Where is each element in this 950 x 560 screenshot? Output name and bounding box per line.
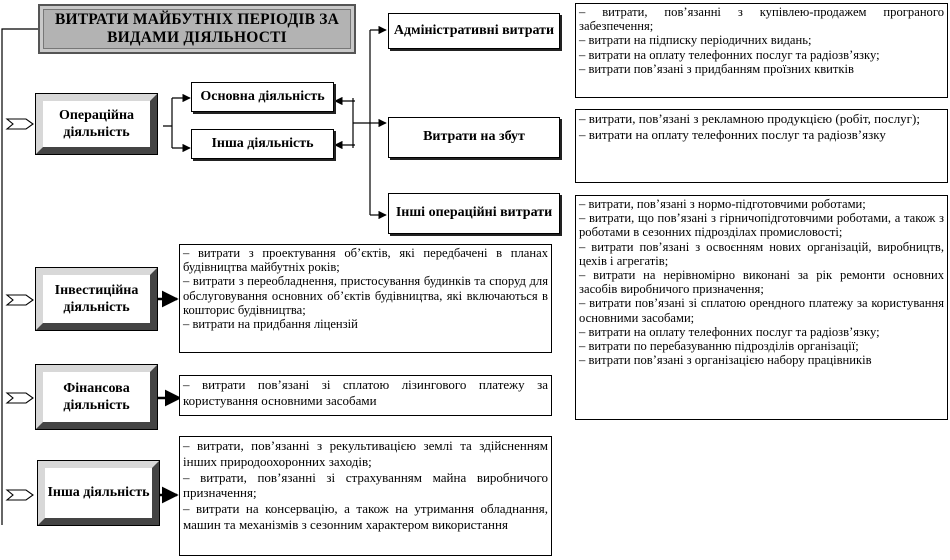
list-item: – витрати, пов’язанні з купівлею-продажем програного забезпечення; [579,5,944,34]
financial-activity-box: Фінансова діяльність [36,365,157,429]
list-item: – витрати на оплату телефонних послуг та радіозв’язку [579,127,886,142]
list-item: – витрати на оплату телефонних послуг та радіозв’язку; [579,324,880,339]
list-item: – витрати, пов’язанні зі страхуванням майна виробничого призначення; [183,469,548,501]
admin-expenses-list [575,3,948,98]
list-item: – витрати пов’язані з освоєнням нових організацій, виробництв, цехів і агрегатів; [579,239,944,268]
left-trunk-line [2,29,38,525]
other-operational-activity-box: Інша діяльність [191,129,334,159]
list-item: – витрати пов’язані зі сплатою лізингового платежу за користування основними засобами [183,377,548,408]
list-item: – витрати на нерівномірно виконані за рік ремонти основних засобів виробничого призначення; [579,268,944,297]
list-item: – витрати, пов’язані з рекламною продукцією (робіт, послуг); [579,111,920,126]
other-activity-box: Інша діяльність [38,461,159,525]
main-activity-box: Основна діяльність [191,82,334,112]
list-item: – витрати з проектування об’єктів, які передбачені в планах будівництва майбутніх років; [183,246,548,275]
sales-expenses-box: Витрати на збут [388,117,560,158]
pointer-financial-icon [7,393,33,403]
pointer-investment-icon [7,295,33,305]
list-item: – витрати на консервацію, а також на утримання обладнання, машин та механізмів з сезонним характером використання [183,501,548,532]
list-item: – витрати, пов’язанні з рекультивацією землі та здійсненням інших природоохоронних заходів; [183,438,548,469]
list-item: – витрати по перебазуванню підрозділів організації; [579,339,859,354]
list-item: – витрати на підписку періодичних видань; [579,33,812,48]
op-split-bracket [163,98,172,148]
sales-expenses-list [575,109,948,183]
diagram-title: ВИТРАТИ МАЙБУТНІХ ПЕРІОДІВ ЗА ВИДАМИ ДІЯЛЬНОСТІ [38,4,356,54]
other-operating-expenses-list [575,195,948,420]
pointer-other-icon [7,490,33,500]
list-item: – витрати пов’язані зі сплатою орендного платежу за користування основними засобами; [579,296,944,325]
operational-activity-box: Операційна діяльність [36,94,157,154]
investment-activity-box: Інвестиційна діяльність [36,268,157,330]
list-item: – витрати з переобладнення, пристосування будинків та споруд для обслуговування основних об’єктів будівництва, які включаються в кошторис будівництва; [183,274,548,317]
list-item: – витрати пов’язані з придбанням проїзних квитків [579,61,854,76]
list-item: – витрати пов’язані з організацією набору працівників [579,353,872,368]
list-item: – витрати на придбання ліцензій [183,317,358,332]
list-item: – витрати, пов’язані з нормо-підготовчими роботами; [579,197,866,211]
pointer-operational-icon [7,119,33,129]
financial-expenses-list [179,375,552,416]
investment-expenses-list [179,244,552,353]
list-item: – витрати, що пов’язані з гірничопідготовчими роботами, а також з роботами в сезонних підрозділах промисловості; [579,211,944,240]
admin-expenses-box: Адміністративні витрати [388,13,560,49]
other-activity-expenses-list [179,436,552,556]
list-item: – витрати на оплату телефонних послуг та радіозв’язку; [579,47,880,62]
other-operating-expenses-box: Інші операційні витрати [388,193,560,234]
